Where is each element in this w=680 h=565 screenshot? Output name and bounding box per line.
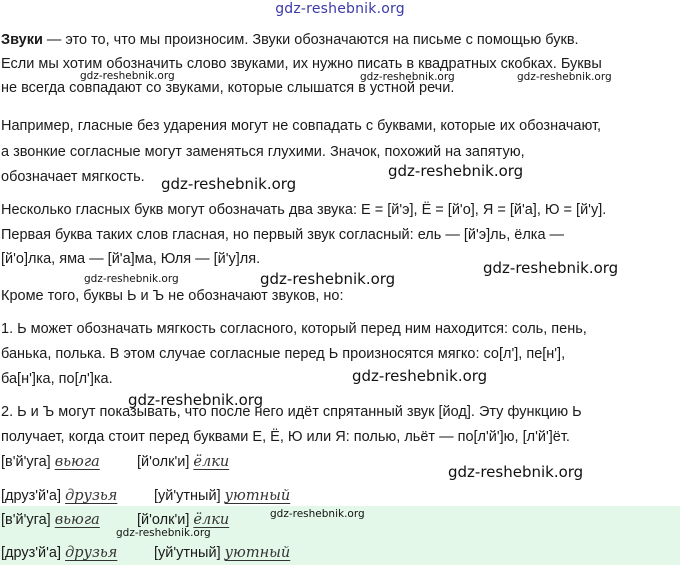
- paragraph-3-line-1: Несколько гласных букв могут обозначать два звука: Е = [й'э], Ё = [й'о], Я = [й'а], Ю = [й'у].: [1, 202, 607, 218]
- watermark: gdz-reshebnik.org: [448, 463, 584, 481]
- transcription: [й'олк'и]: [137, 512, 190, 528]
- watermark: gdz-reshebnik.org: [352, 367, 488, 385]
- transcription: [друз'й'а]: [1, 545, 62, 561]
- example-word: вьюга: [54, 454, 100, 470]
- example-row-2: [1, 487, 117, 505]
- paragraph-4-line-1: Кроме того, буквы Ь и Ъ не обозначают звуков, но:: [1, 288, 344, 304]
- example-row-1: [1, 453, 100, 471]
- example-row-2-pair-2: [154, 487, 290, 505]
- paragraph-1-line-1-text: — это то, что мы произносим. Звуки обозначаются на письме с помощью букв.: [42, 32, 579, 48]
- transcription: [й'олк'и]: [137, 454, 190, 470]
- answer-word: ёлки: [193, 512, 230, 528]
- watermark: gdz-reshebnik.org: [80, 70, 175, 82]
- watermark: gdz-reshebnik.org: [270, 508, 365, 520]
- answer-word: уютный: [224, 545, 291, 561]
- watermark: gdz-reshebnik.org: [128, 391, 264, 409]
- watermark: gdz-reshebnik.org: [260, 270, 396, 288]
- paragraph-5-line-2: банька, полька. В этом случае согласные перед Ь произносятся мягко: со[л'], пе[н'],: [1, 346, 566, 362]
- watermark: gdz-reshebnik.org: [360, 71, 455, 83]
- answer-row-1: [1, 511, 100, 529]
- paragraph-1-line-1: [1, 31, 579, 49]
- paragraph-2-line-2: а звонкие согласные могут заменяться глухими. Значок, похожий на запятую,: [1, 144, 525, 160]
- example-word: уютный: [224, 488, 291, 504]
- example-word: друзья: [65, 488, 118, 504]
- answer-word: друзья: [65, 545, 118, 561]
- watermark: gdz-reshebnik.org: [483, 259, 619, 277]
- answer-word: вьюга: [54, 512, 100, 528]
- term-zvuki: Звуки: [1, 32, 43, 48]
- transcription: [уй'утный]: [154, 545, 221, 561]
- watermark: gdz-reshebnik.org: [388, 162, 524, 180]
- header-watermark: gdz-reshebnik.org: [275, 1, 405, 17]
- paragraph-2-line-1: Например, гласные без ударения могут не совпадать с буквами, которые их обозначают,: [1, 118, 602, 134]
- watermark: gdz-reshebnik.org: [517, 71, 612, 83]
- answer-row-2-pair-2: [154, 544, 290, 562]
- paragraph-6-line-2: получает, когда стоит перед буквами Е, Ё, Ю или Я: полью, льёт — по[л'й']ю, [л'й']ёт.: [1, 429, 570, 445]
- example-row-1-pair-2: [137, 453, 229, 471]
- example-word: ёлки: [193, 454, 230, 470]
- transcription: [уй'утный]: [154, 488, 221, 504]
- transcription: [друз'й'а]: [1, 488, 62, 504]
- paragraph-3-line-3: [й'о]лка, яма — [й'а]ма, Юля — [й'у]ля.: [1, 251, 261, 267]
- watermark: gdz-reshebnik.org: [84, 273, 179, 285]
- paragraph-3-line-2: Первая буква таких слов гласная, но первый звук согласный: ель — [й'э]ль, ёлка —: [1, 227, 565, 243]
- answer-row-2: [1, 544, 117, 562]
- watermark: gdz-reshebnik.org: [116, 527, 211, 539]
- paragraph-1-line-2: Если мы хотим обозначить слово звуками, их нужно писать в квадратных скобках. Буквы: [1, 56, 602, 72]
- paragraph-5-line-1: 1. Ь может обозначать мягкость согласного, который перед ним находится: соль, пень,: [1, 321, 587, 337]
- paragraph-2-line-3: обозначает мягкость.: [1, 169, 145, 185]
- transcription: [в'й'уга]: [1, 512, 51, 528]
- paragraph-1-line-3: не всегда совпадают со звуками, которые слышатся в устной речи.: [1, 80, 455, 96]
- transcription: [в'й'уга]: [1, 454, 51, 470]
- paragraph-5-line-3: ба[н']ка, по[л']ка.: [1, 371, 113, 387]
- watermark: gdz-reshebnik.org: [161, 175, 297, 193]
- paragraph-6-line-1: 2. Ь и Ъ могут показывать, что после него идёт спрятанный звук [йод]. Эту функцию Ь: [1, 404, 582, 420]
